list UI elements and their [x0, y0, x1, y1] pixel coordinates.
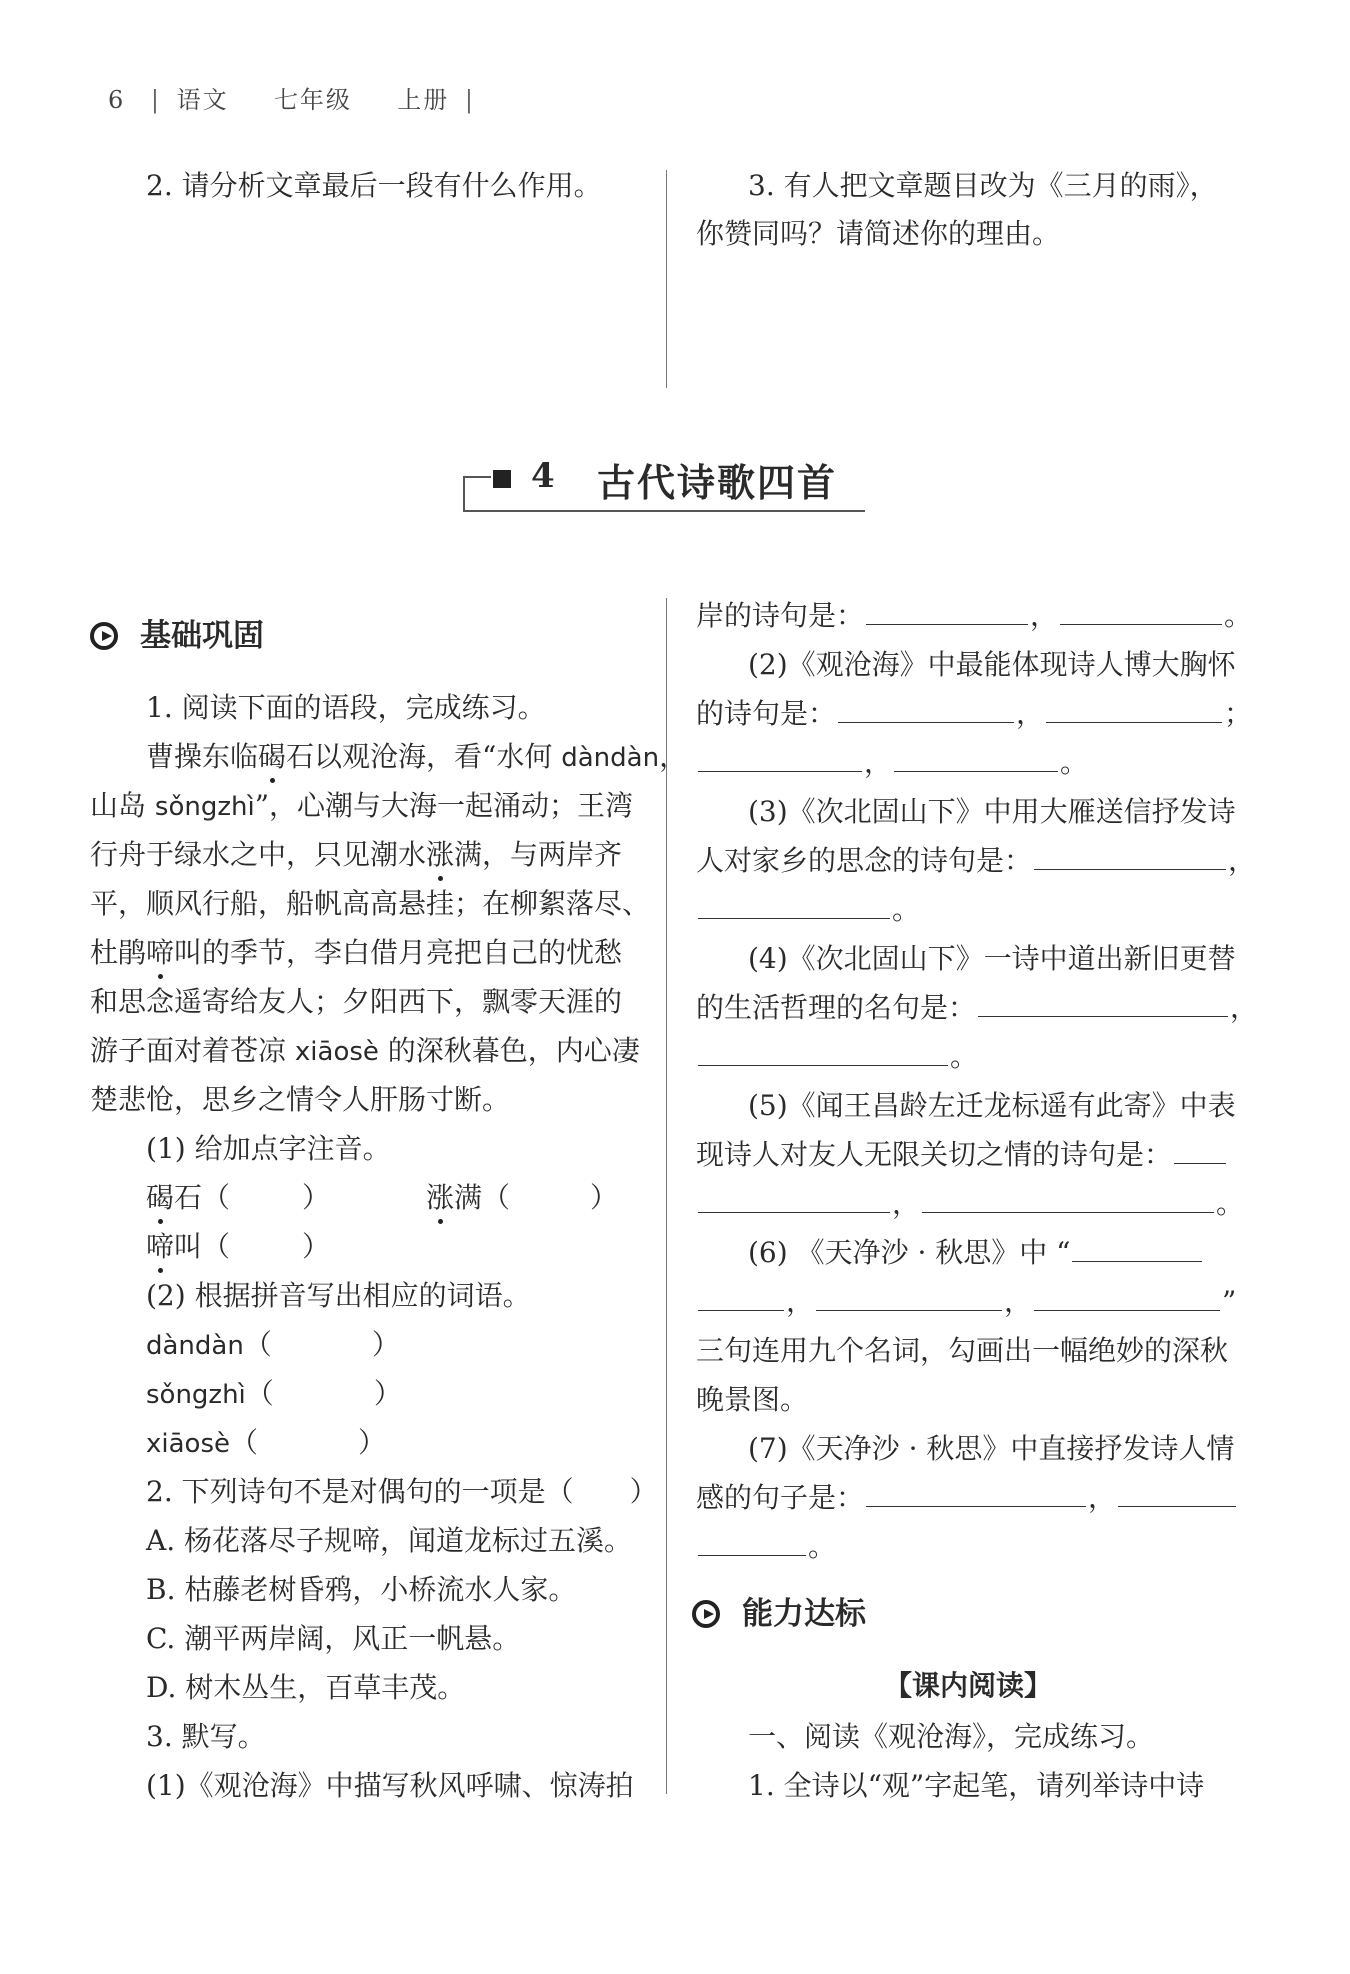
dotted-char: 涨 [426, 835, 454, 875]
fill-line: 感的句子是： ， [696, 1478, 1238, 1518]
fill-line: ， 。 [696, 1184, 1244, 1224]
reading-subheading: 【课内阅读】 [884, 1669, 1053, 1702]
option-a: A. 杨花落尽子规啼，闻道龙标过五溪。 [146, 1524, 633, 1557]
passage-line: 行舟于绿水之中，只见潮水涨满，与两岸齐 [90, 835, 622, 875]
fill-line: 。 [696, 890, 920, 930]
reading-task: 一、阅读《观沧海》，完成练习。 [748, 1720, 1155, 1753]
fill-line: 的生活哲理的名句是： ， [696, 988, 1258, 1028]
sub-question-2: (2) 根据拼音写出相应的词语。 [146, 1279, 531, 1312]
passage-line: 楚悲怆，思乡之情令人肝肠寸断。 [90, 1083, 511, 1116]
pinyin-text: dàndàn [561, 743, 660, 773]
passage-line: 山岛 sǒngzhì”，心潮与大海一起涌动；王湾 [90, 789, 634, 822]
right-text: 三句连用九个名词，勾画出一幅绝妙的深秋 [696, 1334, 1229, 1367]
right-q3-2: (2)《观沧海》中最能体现诗人博大胸怀 [748, 648, 1236, 681]
page-header [108, 80, 481, 115]
top-question-3-cont: 你赞同吗？请简述你的理由。 [696, 217, 1061, 250]
fill-line: 。 [696, 1037, 978, 1077]
top-question-3: 3. 有人把文章题目改为《三月的雨》， [748, 169, 1218, 202]
lesson-number: 4 [531, 456, 555, 496]
play-circle-icon [692, 1600, 720, 1628]
dotted-char: 啼 [146, 933, 174, 973]
phonetic-item: 涨满（ ） [426, 1178, 618, 1218]
fill-line: (6) 《天净沙 · 秋思》中 “ [748, 1233, 1204, 1273]
passage-line: 游子面对着苍凉 xiāosè 的深秋暮色，内心凄 [90, 1034, 640, 1067]
left-q2: 2. 下列诗句不是对偶句的一项是（ ） [146, 1475, 658, 1508]
left-q1: 1. 阅读下面的语段，完成练习。 [146, 691, 546, 724]
header-subject: 语文 [176, 86, 229, 114]
passage-line: 和思念遥寄给友人；夕阳西下，飘零天涯的 [90, 985, 623, 1018]
fill-line: ， 。 [696, 743, 1088, 783]
left-q3-1: (1)《观沧海》中描写秋风呼啸、惊涛拍 [146, 1769, 634, 1802]
top-question-2: 2. 请分析文章最后一段有什么作用。 [146, 169, 602, 202]
fill-line: 岸的诗句是： ， 。 [696, 596, 1252, 636]
column-divider-top [666, 170, 667, 388]
section-ability-title: 能力达标 [742, 1596, 866, 1632]
fill-line: 现诗人对友人无限关切之情的诗句是： [696, 1135, 1228, 1175]
right-q3-4: (4)《次北固山下》一诗中道出新旧更替 [748, 942, 1236, 975]
reading-question-1: 1. 全诗以“观”字起笔，请列举诗中诗 [748, 1769, 1205, 1802]
option-d: D. 树木丛生，百草丰茂。 [146, 1671, 466, 1704]
header-divider: | [150, 86, 162, 114]
section-ability [692, 1594, 866, 1634]
right-q3-5: (5)《闻王昌龄左迁龙标遥有此寄》中表 [748, 1089, 1236, 1122]
right-q3-7: (7)《天净沙 · 秋思》中直接抒发诗人情 [748, 1432, 1235, 1465]
pinyin-text: xiāosè [294, 1037, 379, 1067]
lesson-bullet-icon [493, 470, 511, 488]
passage-line: 杜鹃啼叫的季节，李白借月亮把自己的忧愁 [90, 933, 622, 973]
fill-line: 。 [696, 1527, 836, 1567]
lesson-title: 古代诗歌四首 [597, 460, 838, 505]
left-q3: 3. 默写。 [146, 1720, 266, 1753]
page-number: 6 [108, 86, 126, 114]
section-basic-title: 基础巩固 [140, 618, 264, 654]
dotted-char: 碣 [258, 737, 286, 777]
option-c: C. 潮平两岸阔，风正一帆悬。 [146, 1622, 521, 1655]
header-grade: 七年级 [273, 86, 352, 114]
phonetic-item: 啼叫（ ） [146, 1227, 330, 1267]
header-divider: | [464, 86, 475, 114]
fill-line: 人对家乡的思念的诗句是： ， [696, 841, 1256, 881]
right-text: 晚景图。 [696, 1383, 809, 1416]
phonetic-item: 碣石（ ） [146, 1178, 330, 1218]
pinyin-item: xiāosè（ ） [146, 1426, 387, 1459]
play-circle-icon [90, 622, 118, 650]
option-b: B. 枯藤老树昏鸦，小桥流水人家。 [146, 1573, 577, 1606]
passage-line: 曹操东临碣石以观沧海，看“水何 dàndàn， [146, 737, 687, 778]
pinyin-text: sǒngzhì [154, 792, 255, 822]
fill-line: ， ， ” [696, 1282, 1236, 1322]
pinyin-item: dàndàn（ ） [146, 1328, 400, 1361]
pinyin-item: sǒngzhì（ ） [146, 1377, 402, 1410]
fill-line: 的诗句是： ， ； [696, 694, 1252, 734]
right-q3-3: (3)《次北固山下》中用大雁送信抒发诗 [748, 795, 1236, 828]
sub-question-1: (1) 给加点字注音。 [146, 1132, 391, 1165]
header-volume: 上册 [397, 86, 450, 114]
lesson-heading [463, 456, 865, 512]
passage-line: 平，顺风行船，船帆高高悬挂；在柳絮落尽、 [90, 887, 651, 920]
section-basic [90, 616, 264, 656]
